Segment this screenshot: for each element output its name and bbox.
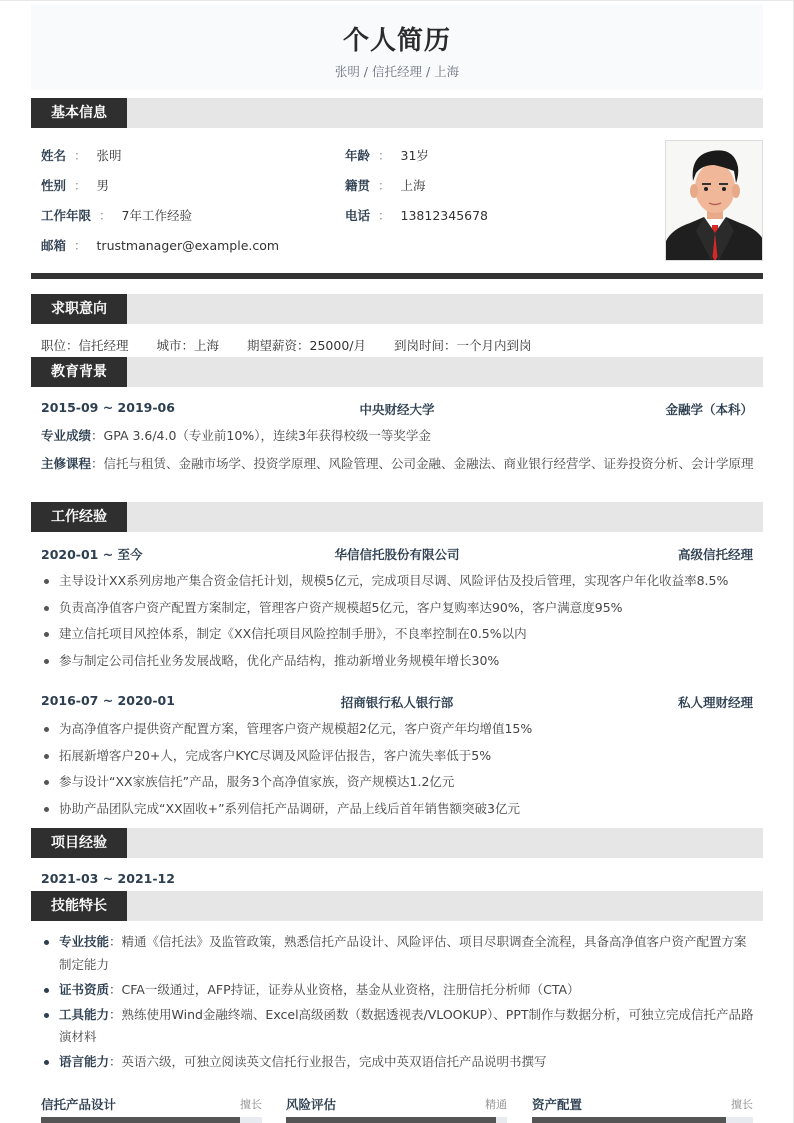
section-title: 教育背景 bbox=[31, 357, 127, 387]
field-years: 工作年限 ： 7年工作经验 bbox=[41, 208, 192, 223]
field-origin: 籍贯 ： 上海 bbox=[345, 178, 426, 193]
skill-label: 语言能力 bbox=[59, 1054, 110, 1069]
list-item: 建立信托项目风控体系，制定《XX信托项目风险控制手册》，不良率控制在0.5%以内 bbox=[41, 625, 756, 643]
work-entry-header bbox=[41, 545, 753, 563]
skill-bar-level: 擅长 bbox=[731, 1098, 753, 1111]
work-title: 高级信托经理 bbox=[677, 547, 753, 562]
skill-bar-name: 风险评估 bbox=[286, 1097, 337, 1112]
section-title: 技能特长 bbox=[31, 891, 127, 921]
work-bullets bbox=[41, 720, 756, 826]
intent-arrival: 到岗时间：一个月内到岗 bbox=[394, 338, 532, 353]
field-label: 年龄 bbox=[345, 148, 371, 163]
progress-track bbox=[286, 1117, 507, 1123]
education-major: 金融学（本科） bbox=[665, 402, 753, 417]
education-period: 2015-09 ~ 2019-06 bbox=[41, 400, 175, 415]
section-title: 工作经验 bbox=[31, 502, 127, 532]
list-item: 主导设计XX系列房地产集合资金信托计划，规模5亿元，完成项目尽调、风险评估及投后管理，实现客户年化收益率8.5% bbox=[41, 572, 756, 590]
project-entry-header bbox=[41, 871, 753, 889]
work-period: 2020-01 ~ 至今 bbox=[41, 547, 143, 562]
intent-city: 城市：上海 bbox=[156, 338, 220, 353]
section-divider bbox=[31, 273, 763, 279]
skills-list bbox=[41, 931, 756, 1076]
field-value: 7年工作经验 bbox=[121, 208, 192, 223]
skill-text: ：CFA一级通过，AFP持证，证券从业资格，基金从业资格，注册信托分析师（CTA） bbox=[109, 981, 580, 997]
progress-fill bbox=[286, 1117, 496, 1123]
field-name: 姓名 ： 张明 bbox=[41, 148, 122, 163]
progress-fill bbox=[41, 1117, 240, 1123]
list-item bbox=[41, 1004, 756, 1049]
list-item: 拓展新增客户20+人，完成客户KYC尽调及风险评估报告，客户流失率低于5% bbox=[41, 747, 756, 765]
skill-text: ：精通《信托法》及监管政策，熟悉信托产品设计、风险评估、项目尽职调查全流程，具备高净值客户资产配置方案制定能力 bbox=[59, 934, 747, 972]
section-basic-info bbox=[31, 98, 763, 128]
section-skills bbox=[31, 891, 763, 921]
list-item: 参与设计“XX家族信托”产品，服务3个高净值家族，资产规模达1.2亿元 bbox=[41, 773, 756, 791]
list-item: 为高净值客户提供资产配置方案，管理客户资产规模超2亿元，客户资产年均增值15% bbox=[41, 720, 756, 738]
skill-text: ：英语六级，可独立阅读英文信托行业报告，完成中英双语信托产品说明书撰写 bbox=[109, 1054, 547, 1069]
list-item bbox=[41, 979, 756, 1002]
work-entry-header bbox=[41, 693, 753, 711]
gpa-value: ：GPA 3.6/4.0（专业前10%），连续3年获得校级一等奖学金 bbox=[91, 428, 431, 443]
page-subtitle: 张明 / 信托经理 / 上海 bbox=[334, 64, 460, 79]
field-value: 31岁 bbox=[400, 148, 429, 163]
gpa-label: 专业成绩 bbox=[41, 428, 92, 443]
field-value: trustmanager@example.com bbox=[96, 238, 280, 253]
intent-salary: 期望薪资：25000/月 bbox=[247, 338, 367, 353]
skill-label: 工具能力 bbox=[59, 1006, 110, 1022]
education-courses bbox=[41, 453, 756, 475]
section-title: 求职意向 bbox=[31, 294, 127, 324]
list-item: 负责高净值客户资产配置方案制定，管理客户资产规模超5亿元，客户复购率达90%，客户满意度95% bbox=[41, 599, 756, 617]
work-period: 2016-07 ~ 2020-01 bbox=[41, 693, 175, 708]
section-title: 项目经验 bbox=[31, 828, 127, 858]
field-gender: 性别 ： 男 bbox=[41, 178, 110, 193]
list-item: 协助产品团队完成“XX固收+”系列信托产品调研，产品上线后首年销售额突破3亿元 bbox=[41, 800, 756, 818]
education-school: 中央财经大学 bbox=[359, 402, 435, 417]
page-title: 个人简历 bbox=[342, 26, 451, 56]
intent-position: 职位：信托经理 bbox=[41, 338, 129, 353]
list-item: 参与制定公司信托业务发展战略，优化产品结构，推动新增业务规模年增长30% bbox=[41, 652, 756, 670]
skill-bar-level: 擅长 bbox=[240, 1098, 262, 1111]
section-title: 基本信息 bbox=[31, 98, 127, 128]
section-education bbox=[31, 357, 763, 387]
field-label: 性别 bbox=[41, 178, 67, 193]
section-work-experience bbox=[31, 502, 763, 532]
field-phone: 电话 ： 13812345678 bbox=[345, 208, 489, 223]
field-label: 姓名 bbox=[41, 148, 67, 163]
field-age: 年龄 ： 31岁 bbox=[345, 148, 429, 163]
resume-header bbox=[31, 4, 763, 90]
section-job-intent bbox=[31, 294, 763, 324]
project-period: 2021-03 ~ 2021-12 bbox=[41, 871, 175, 886]
list-item bbox=[41, 931, 756, 976]
field-label: 电话 bbox=[345, 208, 371, 223]
avatar bbox=[665, 140, 763, 261]
field-value: 上海 bbox=[400, 178, 426, 193]
progress-track bbox=[532, 1117, 753, 1123]
education-gpa bbox=[41, 425, 756, 447]
skill-text: ：熟练使用Wind金融终端、Excel高级函数（数据透视表/VLOOKUP）、PPT制作与数据分析，可独立完成信托产品路演材料 bbox=[59, 1006, 754, 1044]
work-bullets bbox=[41, 572, 756, 678]
field-label: 工作年限 bbox=[41, 208, 92, 223]
skill-bar-level: 精通 bbox=[485, 1098, 507, 1111]
skill-label: 专业技能 bbox=[59, 934, 110, 949]
field-value: 张明 bbox=[96, 148, 122, 163]
field-value: 男 bbox=[96, 178, 110, 193]
skill-bar-name: 资产配置 bbox=[532, 1097, 583, 1112]
skill-bar-name: 信托产品设计 bbox=[41, 1097, 117, 1112]
work-company: 招商银行私人银行部 bbox=[340, 695, 454, 710]
work-title: 私人理财经理 bbox=[677, 695, 753, 710]
skill-label: 证书资质 bbox=[59, 981, 110, 997]
section-project-experience bbox=[31, 828, 763, 858]
work-company: 华信信托股份有限公司 bbox=[334, 547, 460, 562]
list-item bbox=[41, 1051, 756, 1074]
field-email: 邮箱 ： trustmanager@example.com bbox=[41, 238, 280, 253]
field-label: 邮箱 bbox=[41, 238, 67, 253]
portrait-icon bbox=[666, 141, 763, 261]
education-entry-header bbox=[41, 400, 753, 418]
progress-track bbox=[41, 1117, 262, 1123]
field-value: 13812345678 bbox=[400, 208, 489, 223]
progress-fill bbox=[532, 1117, 726, 1123]
courses-label: 主修课程 bbox=[41, 456, 92, 471]
job-intent-row bbox=[41, 337, 560, 355]
field-label: 籍贯 bbox=[345, 178, 371, 193]
courses-value: ：信托与租赁、金融市场学、投资学原理、风险管理、公司金融、金融法、商业银行经营学、证券投资分析、会计学原理 bbox=[91, 456, 754, 471]
